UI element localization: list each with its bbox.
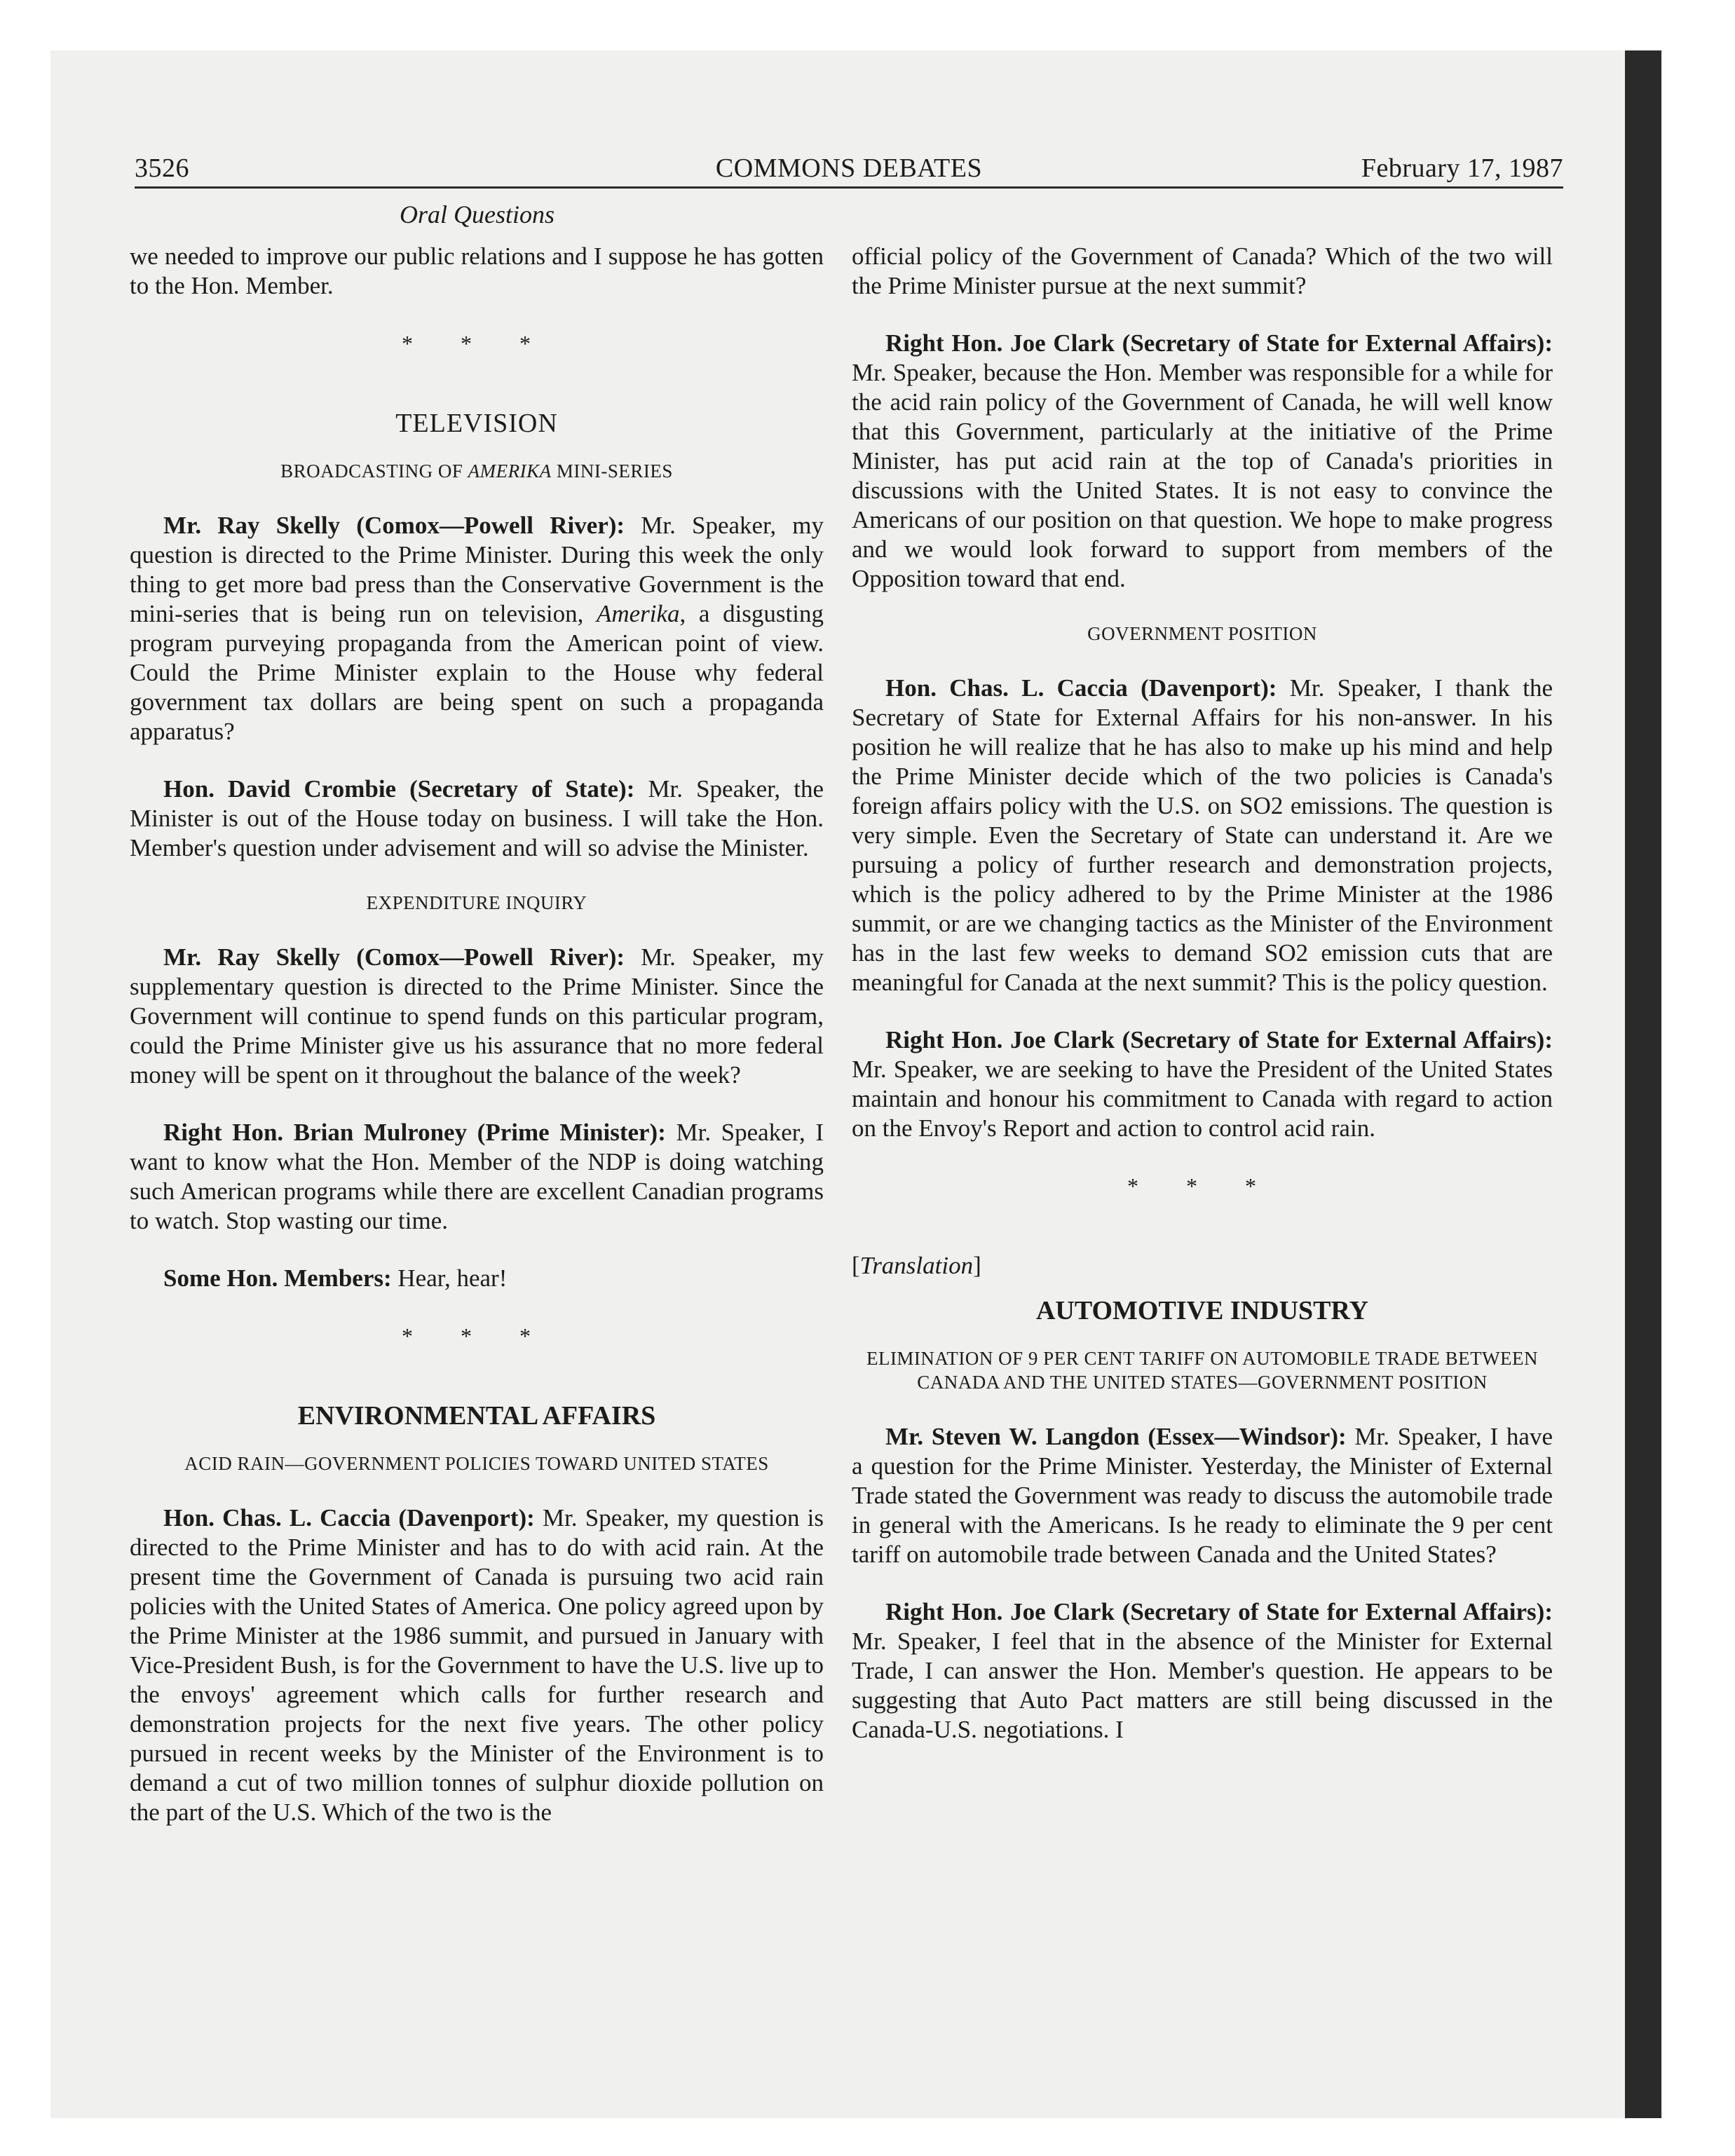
speaker-name: Right Hon. Brian Mulroney (Prime Minister): — [163, 1119, 666, 1146]
left-column — [130, 242, 824, 1855]
subheading-acid-rain: ACID RAIN—GOVERNMENT POLICIES TOWARD UNITED STATES — [184, 1453, 769, 1474]
subheading-tariff: ELIMINATION OF 9 PER CENT TARIFF ON AUTOMOBILE TRADE BETWEEN CANADA AND THE UNITED STATES—GOVERNMENT POSITION — [866, 1348, 1539, 1393]
speech-paragraph: Hon. Chas. L. Caccia (Davenport): Mr. Speaker, my question is directed to the Prime Minister and has to do with acid rain. At the present time the Government of Canada is pursuing two acid rain policies with the United States of America. One policy agreed upon by the Prime Minister at the 1986 summit, and pursued in January with Vice-President Bush, is for the Government to have the U.S. live up to the envoys' agreement which calls for further research and demonstration projects for the next five years. The other policy pursued in recent weeks by the Minister of the Environment is to demand a cut of two million tonnes of sulphur dioxide pollution on the part of the U.S. Which of the two is the — [130, 1504, 824, 1826]
continued-paragraph: official policy of the Government of Canada? Which of the two will the Prime Minister pursue at the next summit? — [852, 243, 1553, 299]
speech-paragraph: Hon. David Crombie (Secretary of State): Mr. Speaker, the Minister is out of the House today on business. I will take the Hon. Member's question under advisement and will so advise the Minister. — [130, 775, 824, 861]
speech-paragraph: Hon. Chas. L. Caccia (Davenport): Mr. Speaker, I thank the Secretary of State for External Affairs for his non-answer. In his position he will realize that he has also to make up his mind and help the Prime Minister decide which of the two policies is Canada's foreign affairs policy with the U.S. on SO2 emissions. The question is very simple. Even the Secretary of State can understand it. Are we pursuing a policy of further research and demonstration projects, which is the policy adhered to by the Prime Minister at the 1986 summit, or are we changing tactics as the Minister of the Environment has in the last few weeks to demand SO2 emission cuts that are meaningful for Canada at the next summit? This is the policy question. — [852, 674, 1553, 996]
section-separator: * * * — [1127, 1173, 1277, 1199]
translation-marker: [Translation] — [852, 1252, 981, 1279]
speaker-name: Mr. Ray Skelly (Comox—Powell River): — [163, 512, 625, 539]
speech-paragraph: Mr. Ray Skelly (Comox—Powell River): Mr. Speaker, my question is directed to the Prime Minister. During this week the only thing to get more bad press than the Conservative Government is the mini-series that is being run on television, Amerika, a disgusting program purveying propaganda from the American point of view. Could the Prime Minister explain to the House why federal government tax dollars are being spent on such a propaganda apparatus? — [130, 512, 824, 745]
page-number: 3526 — [135, 153, 189, 183]
continued-paragraph: we needed to improve our public relations and I suppose he has gotten to the Hon. Member. — [130, 243, 824, 299]
publication-title: COMMONS DEBATES — [715, 153, 983, 183]
scan-binding-edge — [1625, 50, 1661, 2118]
speaker-name: Some Hon. Members: — [163, 1264, 392, 1292]
speaker-name: Hon. Chas. L. Caccia (Davenport): — [885, 674, 1277, 702]
speech-paragraph: Mr. Steven W. Langdon (Essex—Windsor): Mr. Speaker, I have a question for the Prime Minister. Yesterday, the Minister of External Trade stated the Government was ready to discuss the automobile trade in general with the Americans. Is he ready to eliminate the 9 per cent tariff on automobile trade between Canada and the United States? — [852, 1423, 1553, 1568]
speech-paragraph: Right Hon. Joe Clark (Secretary of State for External Affairs): Mr. Speaker, we are seeking to have the President of the United States maintain and honour his commitment to Canada with regard to action on the Envoy's Report and action to control acid rain. — [852, 1026, 1553, 1142]
speaker-name: Mr. Ray Skelly (Comox—Powell River): — [163, 943, 625, 971]
section-separator: * * * — [402, 1323, 552, 1349]
speech-paragraph: Right Hon. Joe Clark (Secretary of State for External Affairs): Mr. Speaker, because the Hon. Member was responsible for a while for the acid rain policy of the Government of Canada, he will well know that this Government, particularly at the initiative of the Prime Minister, has put acid rain at the top of Canada's priorities in discussions with the United States. It is not easy to convince the Americans of our position on that question. We hope to make progress and we would look forward to support from members of the Opposition toward that end. — [852, 329, 1553, 592]
speaker-name: Hon. Chas. L. Caccia (Davenport): — [163, 1504, 535, 1531]
section-heading-television: TELEVISION — [395, 409, 558, 438]
speech-paragraph: Right Hon. Joe Clark (Secretary of State for External Affairs): Mr. Speaker, I feel that in the absence of the Minister for External Trade, I can answer the Hon. Member's question. He appears to be suggesting that Auto Pact matters are still being discussed in the Canada-U.S. negotiations. I — [852, 1598, 1553, 1743]
section-separator: * * * — [402, 331, 552, 356]
subheading-government-position: GOVERNMENT POSITION — [1087, 623, 1317, 644]
speaker-name: Mr. Steven W. Langdon (Essex—Windsor): — [885, 1423, 1347, 1450]
subheading-broadcasting: BROADCASTING OF AMERIKA MINI-SERIES — [280, 460, 673, 482]
speech-paragraph: Mr. Ray Skelly (Comox—Powell River): Mr. Speaker, my supplementary question is directed to the Prime Minister. Since the Government will continue to spend funds on this particular program, could the Prime Minister give us his assurance that no more federal money will be spent on it throughout the balance of the week? — [130, 943, 824, 1089]
speaker-name: Hon. David Crombie (Secretary of State): — [163, 775, 635, 803]
running-section-title: Oral Questions — [400, 200, 555, 228]
section-heading-environment: ENVIRONMENTAL AFFAIRS — [297, 1401, 656, 1431]
publication-date: February 17, 1987 — [1361, 153, 1563, 183]
speaker-name: Right Hon. Joe Clark (Secretary of State for External Affairs): — [885, 1598, 1553, 1625]
page-header — [135, 147, 1563, 189]
speech-paragraph: Right Hon. Brian Mulroney (Prime Minister): Mr. Speaker, I want to know what the Hon. Member of the NDP is doing watching such American programs while there are excellent Canadian programs to watch. Stop wasting our time. — [130, 1119, 824, 1234]
right-column — [852, 242, 1553, 1773]
speaker-name: Right Hon. Joe Clark (Secretary of State for External Affairs): — [885, 329, 1553, 357]
section-heading-automotive: AUTOMOTIVE INDUSTRY — [1035, 1296, 1369, 1325]
speech-paragraph: Some Hon. Members: Hear, hear! — [163, 1264, 508, 1292]
subheading-expenditure: EXPENDITURE INQUIRY — [366, 892, 587, 913]
speaker-name: Right Hon. Joe Clark (Secretary of State for External Affairs): — [885, 1026, 1553, 1053]
